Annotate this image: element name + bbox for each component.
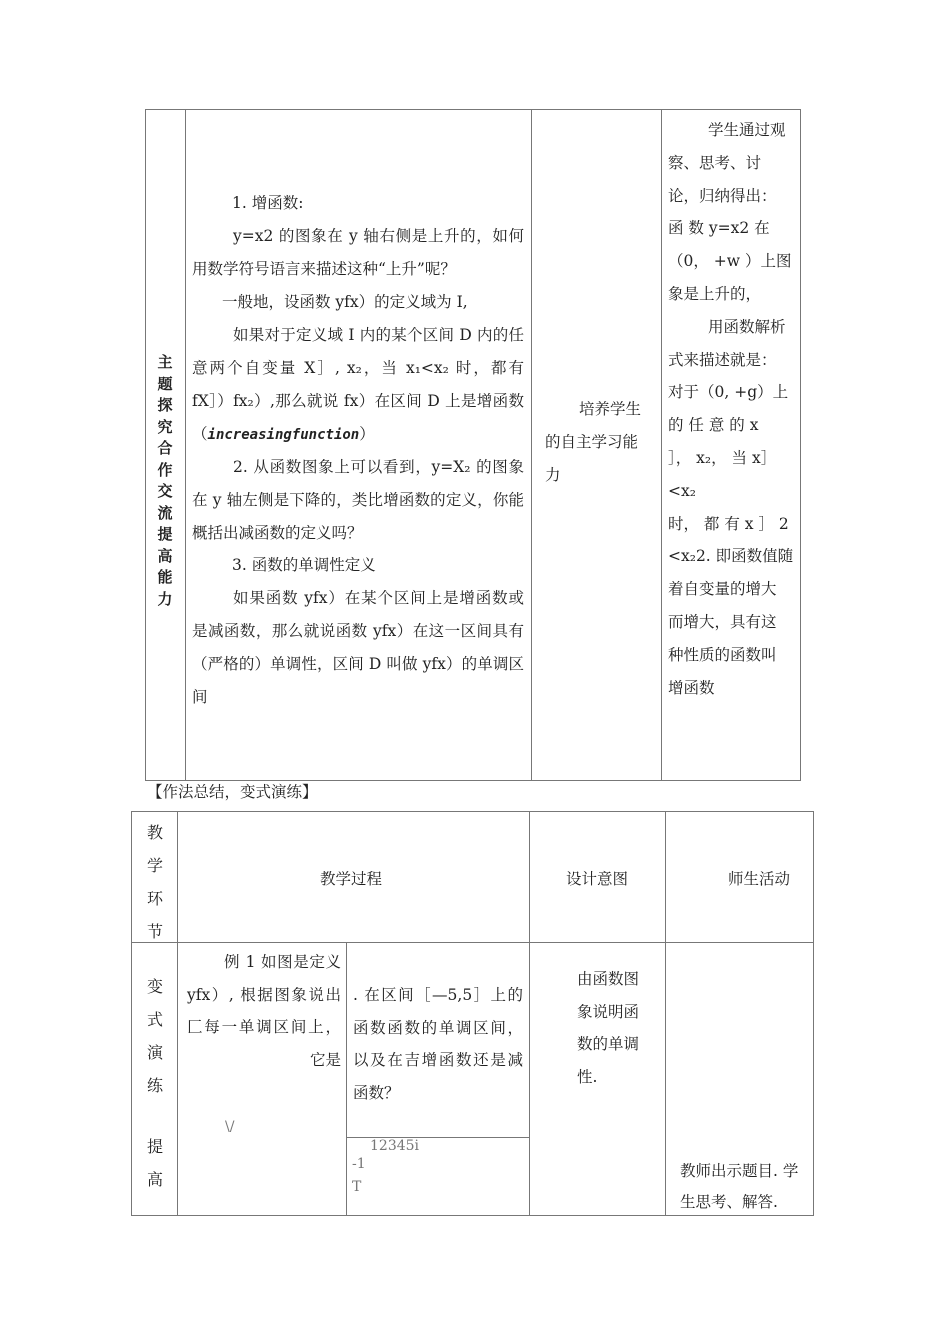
activity-line: 用函数解析	[708, 317, 786, 336]
activity-line: 种性质的函数叫	[668, 645, 777, 664]
activity-line: 函 数 y=x2 在	[668, 219, 770, 238]
item3-title: 3. 函数的单调性定义	[232, 556, 376, 574]
paragraph-5: 如果函数 yfx）在某个区间上是增函数或是减函数，那么就说函数 yfx）在这一区间具有（严格的）单调性，区间 D 叫做 yfx）的单调区间	[192, 589, 524, 706]
header-process: 教学过程	[320, 870, 383, 888]
activity-line: 时， 都 有 x ］ 2	[668, 514, 789, 533]
intent-cell-2: 由函数图象说明函数的单调性.	[577, 970, 640, 1086]
stage-label-text: 主题探究合作交流提高能力	[157, 353, 173, 608]
activity-line: 着自变量的增大	[668, 580, 777, 599]
graph-t-label: T	[352, 1179, 362, 1195]
header-intent: 设计意图	[566, 870, 629, 888]
activity-line: ］， x₂， 当 x］<x₂	[668, 448, 777, 500]
paragraph-2: 一般地，设函数 yfx）的定义域为 I,	[222, 293, 468, 311]
activity-line: 而增大，具有这	[668, 612, 777, 631]
activity-cell-2: 教师出示题目. 学生思考、解答.	[680, 1162, 799, 1211]
stage-label-variation: 变式演练	[147, 977, 164, 1095]
graph-axis-ticks: 12345i	[370, 1138, 420, 1154]
activity-line: <x₂2. 即函数值随	[668, 547, 794, 566]
activity-line: （0， +w ）上图	[668, 252, 792, 271]
activity-line: 学生通过观	[708, 121, 786, 139]
paragraph-3: 如果对于定义域 I 内的某个区间 D 内的任意两个自变量 X］, x₂，当 x₁<x₂ 时，都有 fX］）fx₂）,那么就说 fx）在区间 D 上是增函数（increasingfunction）	[192, 326, 524, 443]
activity-line: 象是上升的，	[668, 284, 762, 303]
stage-label-improve: 提高	[147, 1137, 164, 1189]
example-left-text: 例 1 如图是定义 yfx）, 根据图象说出 匚每一单调区间上，它是	[187, 953, 341, 1069]
activity-line: 对于（0, +g）上	[668, 383, 789, 402]
activity-line: 论，归纳得出：	[668, 186, 777, 205]
paragraph-1: y=x2 的图象在 y 轴右侧是上升的，如何用数学符号语言来描述这种“上升”呢？	[192, 227, 524, 278]
item1-title: 1. 增函数:	[232, 194, 304, 212]
paragraph-4: 2. 从函数图象上可以看到，y=X₂ 的图象在 y 轴左侧是下降的，类比增函数的定义，你能概括出减函数的定义吗？	[192, 458, 524, 542]
increasing-function-term: increasingfunction	[207, 427, 360, 443]
header-stage: 教学环节	[147, 823, 164, 941]
intent-cell: 培养学生的自主学习能力	[545, 400, 642, 484]
activity-line: 式来描述就是：	[668, 350, 777, 369]
example-right-text: . 在区间［—5,5］上的函数函数的单调区间，以及在吉增函数还是减函数？	[353, 986, 523, 1102]
activity-line: 察、思考、讨	[668, 153, 762, 172]
section-heading: 【作法总结，变式演练】	[147, 783, 318, 801]
activity-line: 的 任 意 的 x	[668, 416, 759, 435]
activity-line: 增函数	[668, 678, 715, 697]
stage-label	[154, 352, 176, 610]
graph-mark: \/	[225, 1119, 235, 1135]
graph-neg-one: -1	[352, 1156, 366, 1172]
activity-cell	[668, 114, 796, 704]
header-activity: 师生活动	[728, 870, 791, 888]
